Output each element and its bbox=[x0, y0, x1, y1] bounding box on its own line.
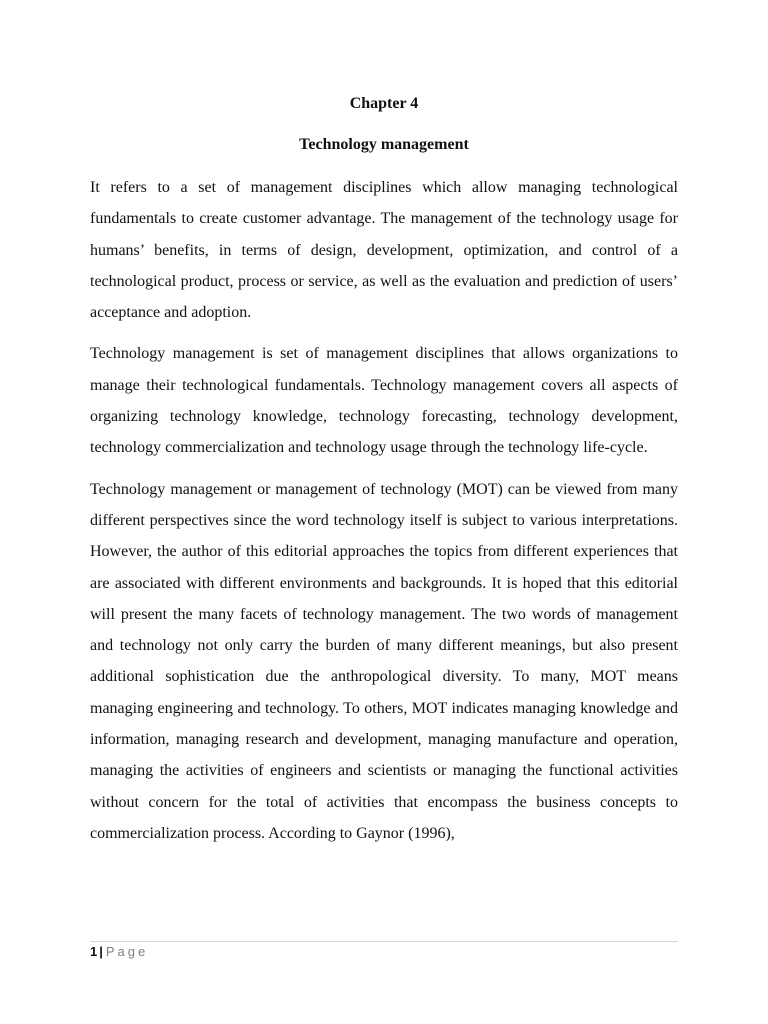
page-label: Page bbox=[105, 944, 149, 959]
chapter-label: Chapter 4 bbox=[349, 95, 419, 112]
section-heading: Technology management bbox=[299, 136, 469, 153]
paragraph-3: Technology management or management of technology (MOT) can be viewed from many different perspectives since the word technology itself is subject to various interpretations. However, the author of this editorial approaches the topics from different experiences that are associated with different environments and backgrounds. It is hoped that this editorial will present the many facets of technology management. The two words of management and technology not only carry the burden of many different meanings, but also present additional sophistication due the anthropological diversity. To many, MOT means managing engineering and technology. To others, MOT indicates managing knowledge and information, managing research and development, managing manufacture and operation, managing the activities of engineers and scientists or managing the functional activities without concern for the total of activities that encompass the business concepts to commercialization process. According to Gaynor (1996), bbox=[90, 480, 678, 842]
page-number: 1 bbox=[90, 944, 98, 959]
page-footer bbox=[90, 943, 148, 961]
footer-divider bbox=[90, 941, 678, 942]
paragraph-2: Technology management is set of management disciplines that allows organizations to manage their technological fundamentals. Technology management covers all aspects of organizing technology knowledge, technology forecasting, technology development, technology commercialization and technology usage through the technology life-cycle. bbox=[90, 345, 678, 457]
paragraph-1: It refers to a set of management disciplines which allow managing technological fundamentals to create customer advantage. The management of the technology usage for humans’ benefits, in terms of design, development, optimization, and control of a technological product, process or service, as well as the evaluation and prediction of users’ acceptance and adoption. bbox=[90, 179, 678, 322]
footer-separator: | bbox=[99, 944, 103, 959]
page-content bbox=[90, 92, 678, 859]
